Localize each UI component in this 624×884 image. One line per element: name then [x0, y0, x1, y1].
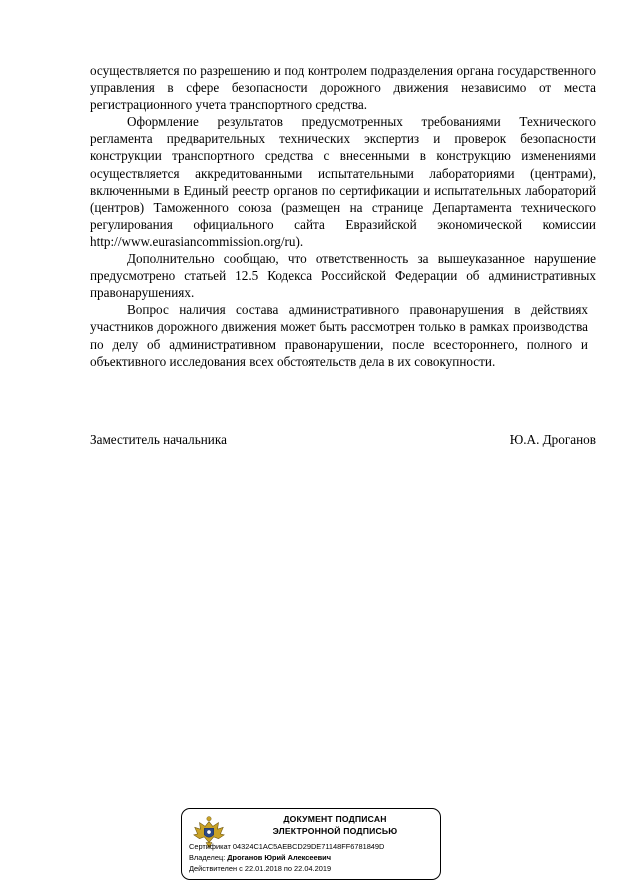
stamp-certificate: Сертификат 04324C1AC5AEBCD29DE71148FF6781849D [189, 842, 385, 851]
letter-body [90, 62, 596, 370]
paragraph-technical-regulation: Оформление результатов предусмотренных требованиями Технического регламента предварительных технических экспертиз и проверок безопасности конструкции транспортного средства с внесенными в конструкцию изменениями осуществляется аккредитованными испытательными лабораториями (центрами), включенными в Единый реестр органов по сертификации и испытательных лабораторий (центров) Таможенного союза (размещен на странице Департамента технического регулирования официального сайта Евразийской экономической комиссии http://www.eurasiancommission.org/ru). [90, 114, 596, 249]
stamp-owner-label: Владелец [189, 853, 224, 862]
stamp-title-line2: ЭЛЕКТРОННОЙ ПОДПИСЬЮ [272, 826, 398, 836]
stamp-owner: Владелец: Дроганов Юрий Алексеевич [189, 853, 331, 862]
paragraph-offense-question: Вопрос наличия состава административного правонарушения в действиях участников дорожного движения может быть рассмотрен только в рамках производства по делу об административном правонарушении, после всестороннего, полного и объективного исследования всех обстоятельств дела в их совокупности. [90, 302, 588, 369]
paragraph-continuation: осуществляется по разрешению и под контролем подразделения органа государственного управления в сфере безопасности дорожного движения независимо от места регистрационного учета транспортного средства. [90, 63, 596, 113]
signer-name: Ю.А. Дроганов [509, 432, 596, 447]
stamp-validity: Действителен с 22.01.2018 по 22.04.2019 [189, 864, 332, 873]
signature-block [90, 431, 596, 448]
signer-position: Заместитель начальника [90, 432, 227, 447]
stamp-owner-name: Дроганов Юрий Алексеевич [227, 853, 331, 862]
electronic-signature-stamp [181, 808, 441, 880]
stamp-title-line1: ДОКУМЕНТ ПОДПИСАН [283, 814, 387, 824]
paragraph-responsibility: Дополнительно сообщаю, что ответственность за вышеуказанное нарушение предусмотрено статьей 12.5 Кодекса Российской Федерации об административных правонарушениях. [90, 251, 596, 301]
stamp-title [232, 813, 438, 837]
